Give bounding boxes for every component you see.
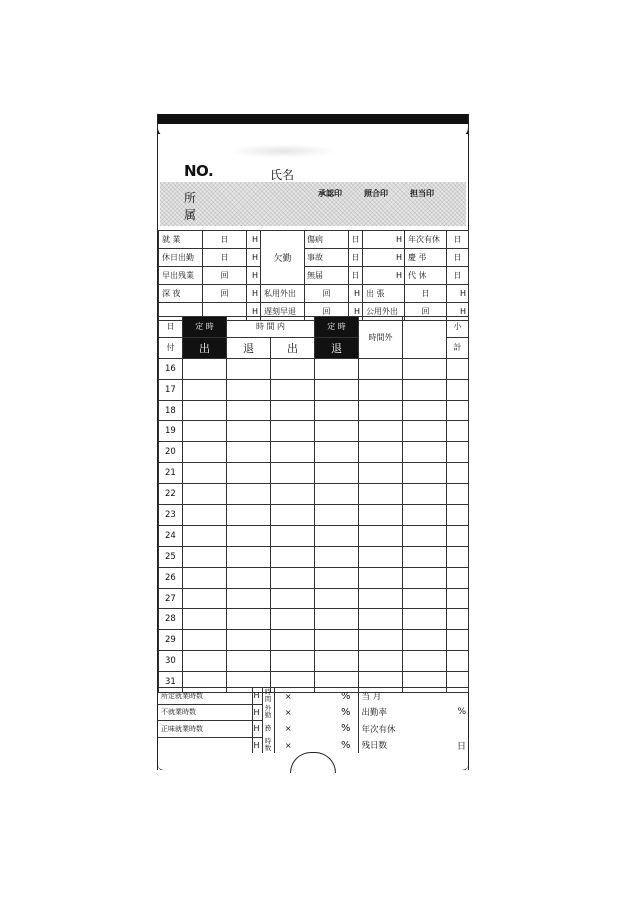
time-cell[interactable] [227,358,271,379]
summary-table [158,230,469,321]
time-cell[interactable] [359,463,403,484]
day-row [159,546,469,567]
time-cell[interactable] [183,400,227,421]
summary-a-val: 回 [203,285,247,303]
day-number: 25 [159,546,183,567]
time-cell[interactable] [227,588,271,609]
day-row [159,567,469,588]
percent-sign: % [338,721,358,738]
day-row [159,525,469,546]
day-header-bottom: 付 [159,337,183,358]
time-cell[interactable] [227,484,271,505]
time-cell[interactable] [227,609,271,630]
footer-left-label [158,737,252,753]
staff-seal-label: 担当印 [410,189,434,198]
time-cell[interactable] [403,609,447,630]
time-cell[interactable] [315,442,359,463]
multiply-sign: × [274,737,302,753]
summary-b-unit: H [363,267,405,285]
time-cell[interactable] [315,505,359,526]
day-row [159,505,469,526]
summary-c-val: 日 [447,231,469,249]
summary-c-unit: H [447,303,469,321]
summary-row [159,249,469,267]
time-cell[interactable] [271,484,315,505]
summary-a-label: 休日出勤 [159,249,203,267]
time-cell[interactable] [447,525,469,546]
time-cell[interactable] [271,630,315,651]
day-row [159,609,469,630]
print-smudge [228,144,338,158]
time-cell[interactable] [315,609,359,630]
summary-c-label: 公用外出 [363,303,405,321]
summary-b-val: 回 [305,285,349,303]
footer-right-label: 当 月 [358,688,426,705]
summary-b-unit: H [349,285,363,303]
summary-c-val: 日 [447,249,469,267]
time-cell[interactable] [359,442,403,463]
summary-b-val: 日 [349,231,363,249]
summary-b-unit: H [349,303,363,321]
percent-sign: % [338,688,358,705]
summary-b-val: 回 [305,303,349,321]
summary-c-val: 回 [405,303,447,321]
time-cell[interactable] [359,525,403,546]
summary-b-unit: H [363,231,405,249]
subtotal-header-top: 小 [447,317,469,338]
summary-a-unit: H [247,303,261,321]
day-number: 19 [159,421,183,442]
time-cell[interactable] [447,421,469,442]
blank-value [302,721,338,738]
time-cell[interactable] [271,463,315,484]
summary-a-unit: H [247,231,261,249]
day-number: 29 [159,630,183,651]
summary-b-label: 遅刻早退 [261,303,305,321]
time-cell[interactable] [183,630,227,651]
return-header: 出 [271,337,315,358]
footer-table [158,687,468,753]
time-cell[interactable] [183,525,227,546]
day-number: 17 [159,379,183,400]
time-cell[interactable] [359,400,403,421]
time-cell[interactable] [271,651,315,672]
time-cell[interactable] [183,442,227,463]
department-label: 所 属 [184,191,197,222]
summary-c-val: 日 [405,285,447,303]
approval-seal-label: 承認印 [318,189,342,198]
time-cell[interactable] [183,484,227,505]
summary-c-label: 慶 弔 [405,249,447,267]
time-cell[interactable] [271,421,315,442]
footer-right-value: 日 [456,741,466,752]
footer-right-label: 残日数 [358,737,426,753]
time-cell[interactable] [447,463,469,484]
summary-b-label: 私用外出 [261,285,305,303]
time-cell[interactable] [403,546,447,567]
summary-b-label: 無届 [305,267,349,285]
footer-left-label: 不就業時数 [158,704,252,721]
summary-b-val: 日 [349,249,363,267]
time-cell[interactable] [447,567,469,588]
day-number: 20 [159,442,183,463]
summary-a-val: 日 [203,249,247,267]
daily-grid [158,316,469,693]
time-cell[interactable] [447,546,469,567]
teiji-out-header: 定 時 [315,317,359,338]
day-number: 21 [159,463,183,484]
day-header-top: 日 [159,317,183,338]
top-curve [158,124,468,138]
time-cell[interactable] [359,567,403,588]
time-cell[interactable] [183,379,227,400]
overtime-header: 時間外 [359,317,403,359]
time-cell[interactable] [271,546,315,567]
footer-left-label: 正味就業時数 [158,721,252,738]
day-number: 31 [159,672,183,693]
summary-a-val: 回 [203,267,247,285]
percent-sign: % [338,704,358,721]
time-cell[interactable] [183,358,227,379]
time-cell[interactable] [359,651,403,672]
time-cell[interactable] [359,546,403,567]
footer-left-unit: H [252,704,262,721]
day-row [159,400,469,421]
blank-value [302,704,338,721]
time-cell[interactable] [315,463,359,484]
time-cell[interactable] [359,484,403,505]
time-cell[interactable] [403,588,447,609]
time-cell[interactable] [315,400,359,421]
time-cell[interactable] [403,400,447,421]
overtime-vertical-label: 時 数 [262,737,274,753]
blank-header [403,317,447,359]
multiply-sign: × [274,704,302,721]
time-cell[interactable] [359,609,403,630]
blank-value [302,688,338,705]
day-number: 22 [159,484,183,505]
time-cell[interactable] [403,505,447,526]
summary-c-label: 代 休 [405,267,447,285]
check-seal-label: 照合印 [364,189,388,198]
time-cell[interactable] [315,567,359,588]
time-cell[interactable] [227,630,271,651]
time-cell[interactable] [227,505,271,526]
teiji-in-header: 定 時 [183,317,227,338]
summary-row [159,231,469,249]
day-number: 18 [159,400,183,421]
time-cell[interactable] [227,463,271,484]
footer-right-value: % [457,707,466,718]
summary-c-val: 日 [447,267,469,285]
summary-a-val: 日 [203,231,247,249]
footer-row [158,737,468,753]
time-cell[interactable] [271,358,315,379]
footer-row [158,704,468,721]
day-number: 27 [159,588,183,609]
footer-left-unit: H [252,688,262,705]
time-cell[interactable] [271,567,315,588]
time-cell[interactable] [403,525,447,546]
footer-right-label: 年次有休 [358,721,426,738]
grid-header-row-1 [159,317,469,338]
time-cell[interactable] [183,588,227,609]
day-row [159,379,469,400]
within-hours-header: 時 間 内 [227,317,315,338]
time-cell[interactable] [403,442,447,463]
time-cell[interactable] [183,421,227,442]
time-cell[interactable] [227,651,271,672]
day-row [159,421,469,442]
day-number: 26 [159,567,183,588]
time-cell[interactable] [447,630,469,651]
time-cell[interactable] [359,358,403,379]
summary-a-unit: H [247,285,261,303]
time-cell[interactable] [447,442,469,463]
time-cell[interactable] [315,630,359,651]
clock-in-header: 出 [183,337,227,358]
day-row [159,651,469,672]
time-cell[interactable] [315,588,359,609]
time-cell[interactable] [447,400,469,421]
day-number: 28 [159,609,183,630]
clock-out-header: 退 [315,337,359,358]
footer-right-value [426,688,468,705]
time-cell[interactable] [227,567,271,588]
name-label: 氏名 [270,168,295,182]
time-cell[interactable] [315,651,359,672]
time-cell[interactable] [315,379,359,400]
time-cell[interactable] [227,400,271,421]
time-cell[interactable] [315,546,359,567]
time-cell[interactable] [447,651,469,672]
overtime-vertical-label: 外 勤 [262,704,274,721]
time-cell[interactable] [183,651,227,672]
time-cell[interactable] [183,546,227,567]
card-number-label: NO. [184,162,214,180]
time-cell[interactable] [315,358,359,379]
summary-c-label: 出 張 [363,285,405,303]
day-row [159,630,469,651]
time-cell[interactable] [271,505,315,526]
time-cell[interactable] [403,463,447,484]
summary-b-label: 事故 [305,249,349,267]
time-cell[interactable] [271,379,315,400]
time-cell[interactable] [447,505,469,526]
time-cell[interactable] [403,651,447,672]
percent-sign: % [338,737,358,753]
time-cell[interactable] [447,379,469,400]
day-row [159,442,469,463]
day-number: 24 [159,525,183,546]
time-cell[interactable] [447,358,469,379]
time-cell[interactable] [315,525,359,546]
summary-row [159,285,469,303]
time-cell[interactable] [271,525,315,546]
summary-c-label: 年次有休 [405,231,447,249]
summary-a-label: 就 業 [159,231,203,249]
summary-a-unit: H [247,249,261,267]
time-cell[interactable] [183,567,227,588]
day-number: 30 [159,651,183,672]
time-cell[interactable] [183,463,227,484]
subtotal-header-bottom: 計 [447,337,469,358]
day-row [159,484,469,505]
footer-left-label: 所定就業時数 [158,688,252,705]
time-cell[interactable] [403,379,447,400]
summary-b-unit: H [363,249,405,267]
time-cell[interactable] [227,442,271,463]
time-cell[interactable] [447,484,469,505]
overtime-vertical-label: 時 間 [262,688,274,705]
summary-b-label: 傷病 [305,231,349,249]
time-cell[interactable] [359,630,403,651]
day-row [159,358,469,379]
time-cell[interactable] [359,379,403,400]
time-cell[interactable] [403,421,447,442]
time-cell[interactable] [447,609,469,630]
time-cell[interactable] [271,442,315,463]
time-cell[interactable] [227,379,271,400]
summary-a-label: 深 夜 [159,285,203,303]
summary-c-unit: H [447,285,469,303]
time-cell[interactable] [359,505,403,526]
multiply-sign: × [274,688,302,705]
day-row [159,463,469,484]
day-row [159,588,469,609]
time-card [157,114,469,770]
summary-b-val: 日 [349,267,363,285]
time-cell[interactable] [227,421,271,442]
summary-row [159,267,469,285]
summary-a-label: 早出残業 [159,267,203,285]
time-cell[interactable] [227,525,271,546]
time-cell[interactable] [403,358,447,379]
time-cell[interactable] [359,421,403,442]
time-cell[interactable] [403,567,447,588]
summary-a-unit: H [247,267,261,285]
day-number: 23 [159,505,183,526]
footer-right-value [426,721,468,738]
overtime-vertical-label: 務 [262,721,274,738]
time-cell[interactable] [315,484,359,505]
footer-row [158,688,468,705]
footer-left-unit: H [252,721,262,738]
time-cell[interactable] [403,484,447,505]
time-cell[interactable] [315,421,359,442]
time-cell[interactable] [271,588,315,609]
absence-label: 欠勤 [261,231,305,285]
day-number: 16 [159,358,183,379]
time-cell[interactable] [403,630,447,651]
time-cell[interactable] [447,588,469,609]
blank-value [302,737,338,753]
time-cell[interactable] [271,400,315,421]
time-cell[interactable] [183,505,227,526]
footer-row [158,721,468,738]
footer-left-unit: H [252,737,262,753]
time-cell[interactable] [271,609,315,630]
time-cell[interactable] [359,588,403,609]
multiply-sign: × [274,721,302,738]
leave-header: 退 [227,337,271,358]
footer-right-label: 出勤率 [358,704,426,721]
time-cell[interactable] [183,609,227,630]
time-cell[interactable] [227,546,271,567]
